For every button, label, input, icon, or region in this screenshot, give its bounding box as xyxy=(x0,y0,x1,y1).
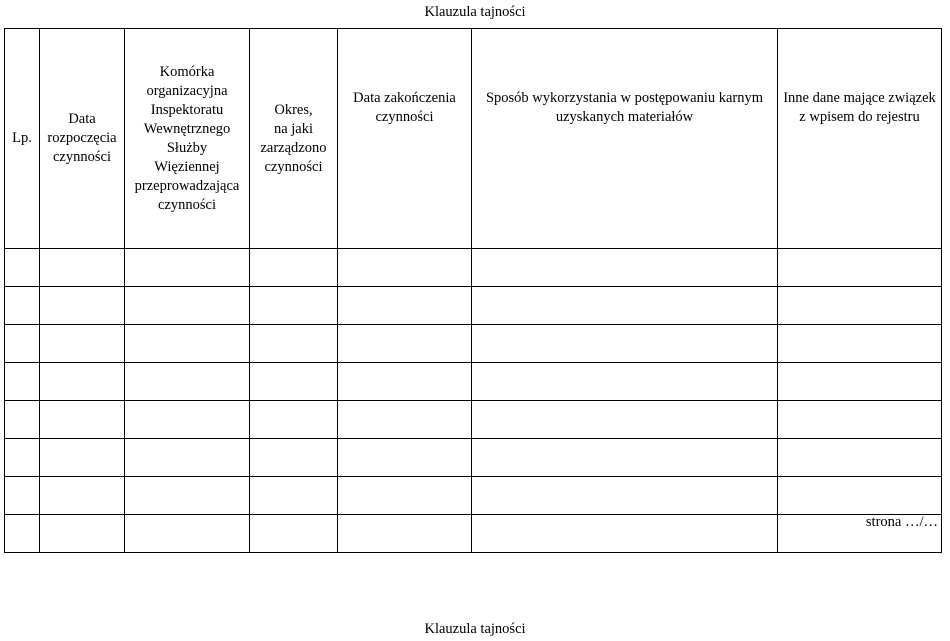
table-cell-period xyxy=(250,363,338,401)
table-cell-usage xyxy=(472,515,778,553)
header-other-data: Inne dane mające związek z wpisem do rejestru xyxy=(778,29,942,249)
table-cell-period xyxy=(250,439,338,477)
table-row xyxy=(5,325,942,363)
table-cell-usage xyxy=(472,439,778,477)
table-cell-usage xyxy=(472,325,778,363)
table-cell-lp xyxy=(5,249,40,287)
classification-clause-top: Klauzula tajności xyxy=(424,4,526,20)
table-header-row xyxy=(5,29,942,249)
table-cell-usage xyxy=(472,363,778,401)
table-cell-start-date xyxy=(40,401,125,439)
header-period: Okres, na jaki zarządzono czynności xyxy=(250,29,338,249)
table-cell-other xyxy=(778,439,942,477)
table-cell-start-date xyxy=(40,477,125,515)
table-row xyxy=(5,363,942,401)
table-cell-lp xyxy=(5,363,40,401)
table-cell-unit xyxy=(125,287,250,325)
table-row xyxy=(5,287,942,325)
table-cell-unit xyxy=(125,249,250,287)
table-cell-start-date xyxy=(40,249,125,287)
header-lp: Lp. xyxy=(5,29,40,249)
table-cell-usage xyxy=(472,249,778,287)
table-cell-usage xyxy=(472,287,778,325)
table-cell-other xyxy=(778,325,942,363)
table-cell-period xyxy=(250,477,338,515)
table-cell-end-date xyxy=(338,515,472,553)
table-cell-usage xyxy=(472,401,778,439)
table-row xyxy=(5,477,942,515)
table-cell-unit xyxy=(125,439,250,477)
table-cell-start-date xyxy=(40,439,125,477)
table-cell-unit xyxy=(125,363,250,401)
table-cell-unit xyxy=(125,515,250,553)
table-cell-lp xyxy=(5,515,40,553)
table-cell-lp xyxy=(5,401,40,439)
table-cell-other xyxy=(778,249,942,287)
table-cell-unit xyxy=(125,401,250,439)
table-cell-end-date xyxy=(338,363,472,401)
table-cell-unit xyxy=(125,477,250,515)
header-end-date: Data zakończenia czynności xyxy=(338,29,472,249)
table-cell-period xyxy=(250,515,338,553)
table-cell-period xyxy=(250,325,338,363)
table-cell-period xyxy=(250,287,338,325)
table-cell-period xyxy=(250,401,338,439)
table-row xyxy=(5,439,942,477)
table-cell-lp xyxy=(5,287,40,325)
table-cell-period xyxy=(250,249,338,287)
header-usage: Sposób wykorzystania w postępowaniu karnym uzyskanych materiałów xyxy=(472,29,778,249)
table-cell-end-date xyxy=(338,401,472,439)
table-cell-start-date xyxy=(40,325,125,363)
table-cell-lp xyxy=(5,439,40,477)
table-cell-other xyxy=(778,287,942,325)
table-cell-start-date xyxy=(40,515,125,553)
table-cell-end-date xyxy=(338,325,472,363)
table-cell-end-date xyxy=(338,249,472,287)
table-body xyxy=(5,249,942,553)
table-cell-unit xyxy=(125,325,250,363)
register-table xyxy=(4,28,942,553)
table-cell-end-date xyxy=(338,287,472,325)
table-cell-lp xyxy=(5,477,40,515)
table-cell-lp xyxy=(5,325,40,363)
table-cell-start-date xyxy=(40,363,125,401)
table-cell-start-date xyxy=(40,287,125,325)
table-cell-other xyxy=(778,477,942,515)
table-cell-end-date xyxy=(338,477,472,515)
table-row xyxy=(5,401,942,439)
table-cell-other xyxy=(778,363,942,401)
table-row xyxy=(5,249,942,287)
table-cell-other xyxy=(778,401,942,439)
table-cell-usage xyxy=(472,477,778,515)
page-number: strona …/… xyxy=(865,514,938,530)
header-unit: Komórka organizacyjna Inspektoratu Wewnętrznego Służby Więziennej przeprowadzająca czynności xyxy=(125,29,250,249)
classification-clause-bottom: Klauzula tajności xyxy=(424,621,526,637)
table-cell-end-date xyxy=(338,439,472,477)
header-start-date: Data rozpoczęcia czynności xyxy=(40,29,125,249)
